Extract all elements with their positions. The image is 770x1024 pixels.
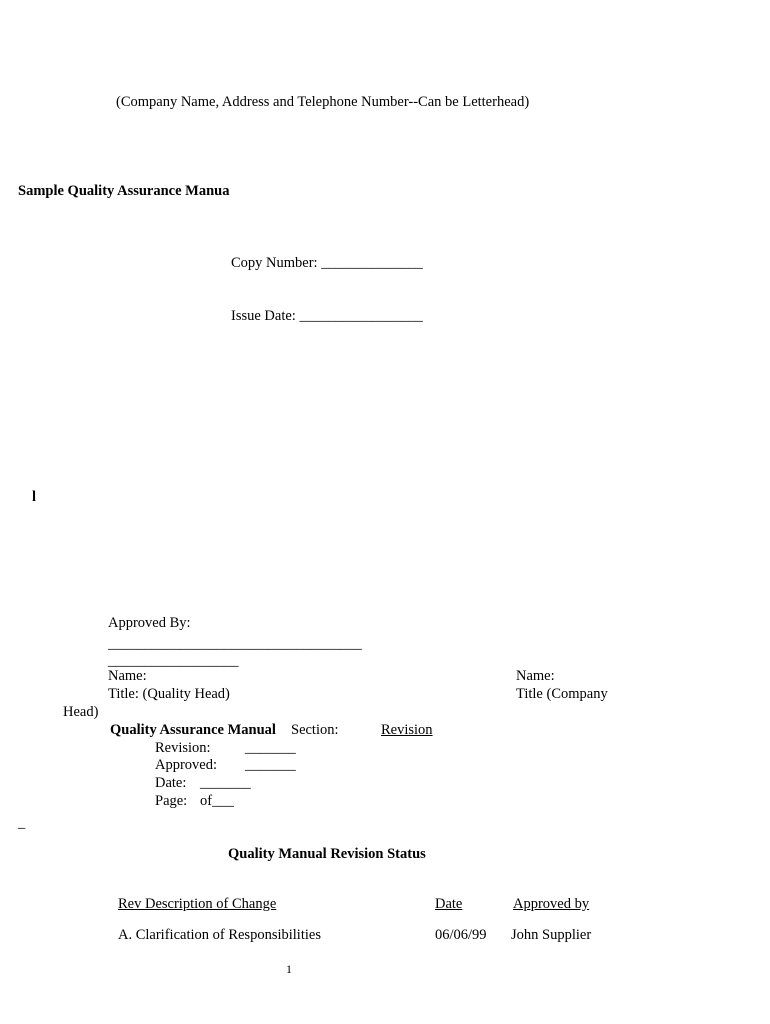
right-title-label: Title (Company <box>516 686 608 702</box>
page-label: Page: <box>155 793 188 809</box>
col-approved-by: Approved by <box>513 896 590 912</box>
page-number: 1 <box>286 962 292 976</box>
document-title: Sample Quality Assurance Manua <box>18 183 230 199</box>
row-date: 06/06/99 <box>435 927 487 943</box>
right-name-label: Name: <box>516 668 555 684</box>
stray-mark: l <box>32 489 37 505</box>
letterhead-placeholder: (Company Name, Address and Telephone Number--Can be Letterhead) <box>116 94 530 110</box>
revision-label: Revision: <box>155 740 211 756</box>
revision-status-heading: Quality Manual Revision Status <box>228 846 426 862</box>
section-label: Section: <box>291 722 339 738</box>
revision-heading: Revision <box>381 722 433 738</box>
row-approved-by: John Supplier <box>511 927 592 943</box>
signature-line-left: ___________________________________ <box>108 636 362 652</box>
date-label: Date: <box>155 775 187 791</box>
col-date: Date <box>435 896 463 912</box>
manual-heading: Quality Assurance Manual <box>110 722 276 738</box>
signature-line-right: __________________ <box>108 653 239 669</box>
stray-dash: _ <box>18 815 26 831</box>
approved-by-label: Approved By: <box>108 615 191 631</box>
left-title-label: Title: (Quality Head) <box>108 686 230 702</box>
copy-number-field: Copy Number: ______________ <box>231 255 423 271</box>
col-rev-description: Rev Description of Change <box>118 896 277 912</box>
row-description: A. Clarification of Responsibilities <box>118 927 321 943</box>
revision-value: _______ <box>245 740 296 756</box>
approved-value: _______ <box>245 757 296 773</box>
issue-date-field: Issue Date: _________________ <box>231 308 423 324</box>
right-title-continuation: Head) <box>63 704 99 720</box>
approved-label: Approved: <box>155 757 218 773</box>
date-value: _______ <box>200 775 251 791</box>
page-value: of___ <box>200 793 234 809</box>
left-name-label: Name: <box>108 668 147 684</box>
